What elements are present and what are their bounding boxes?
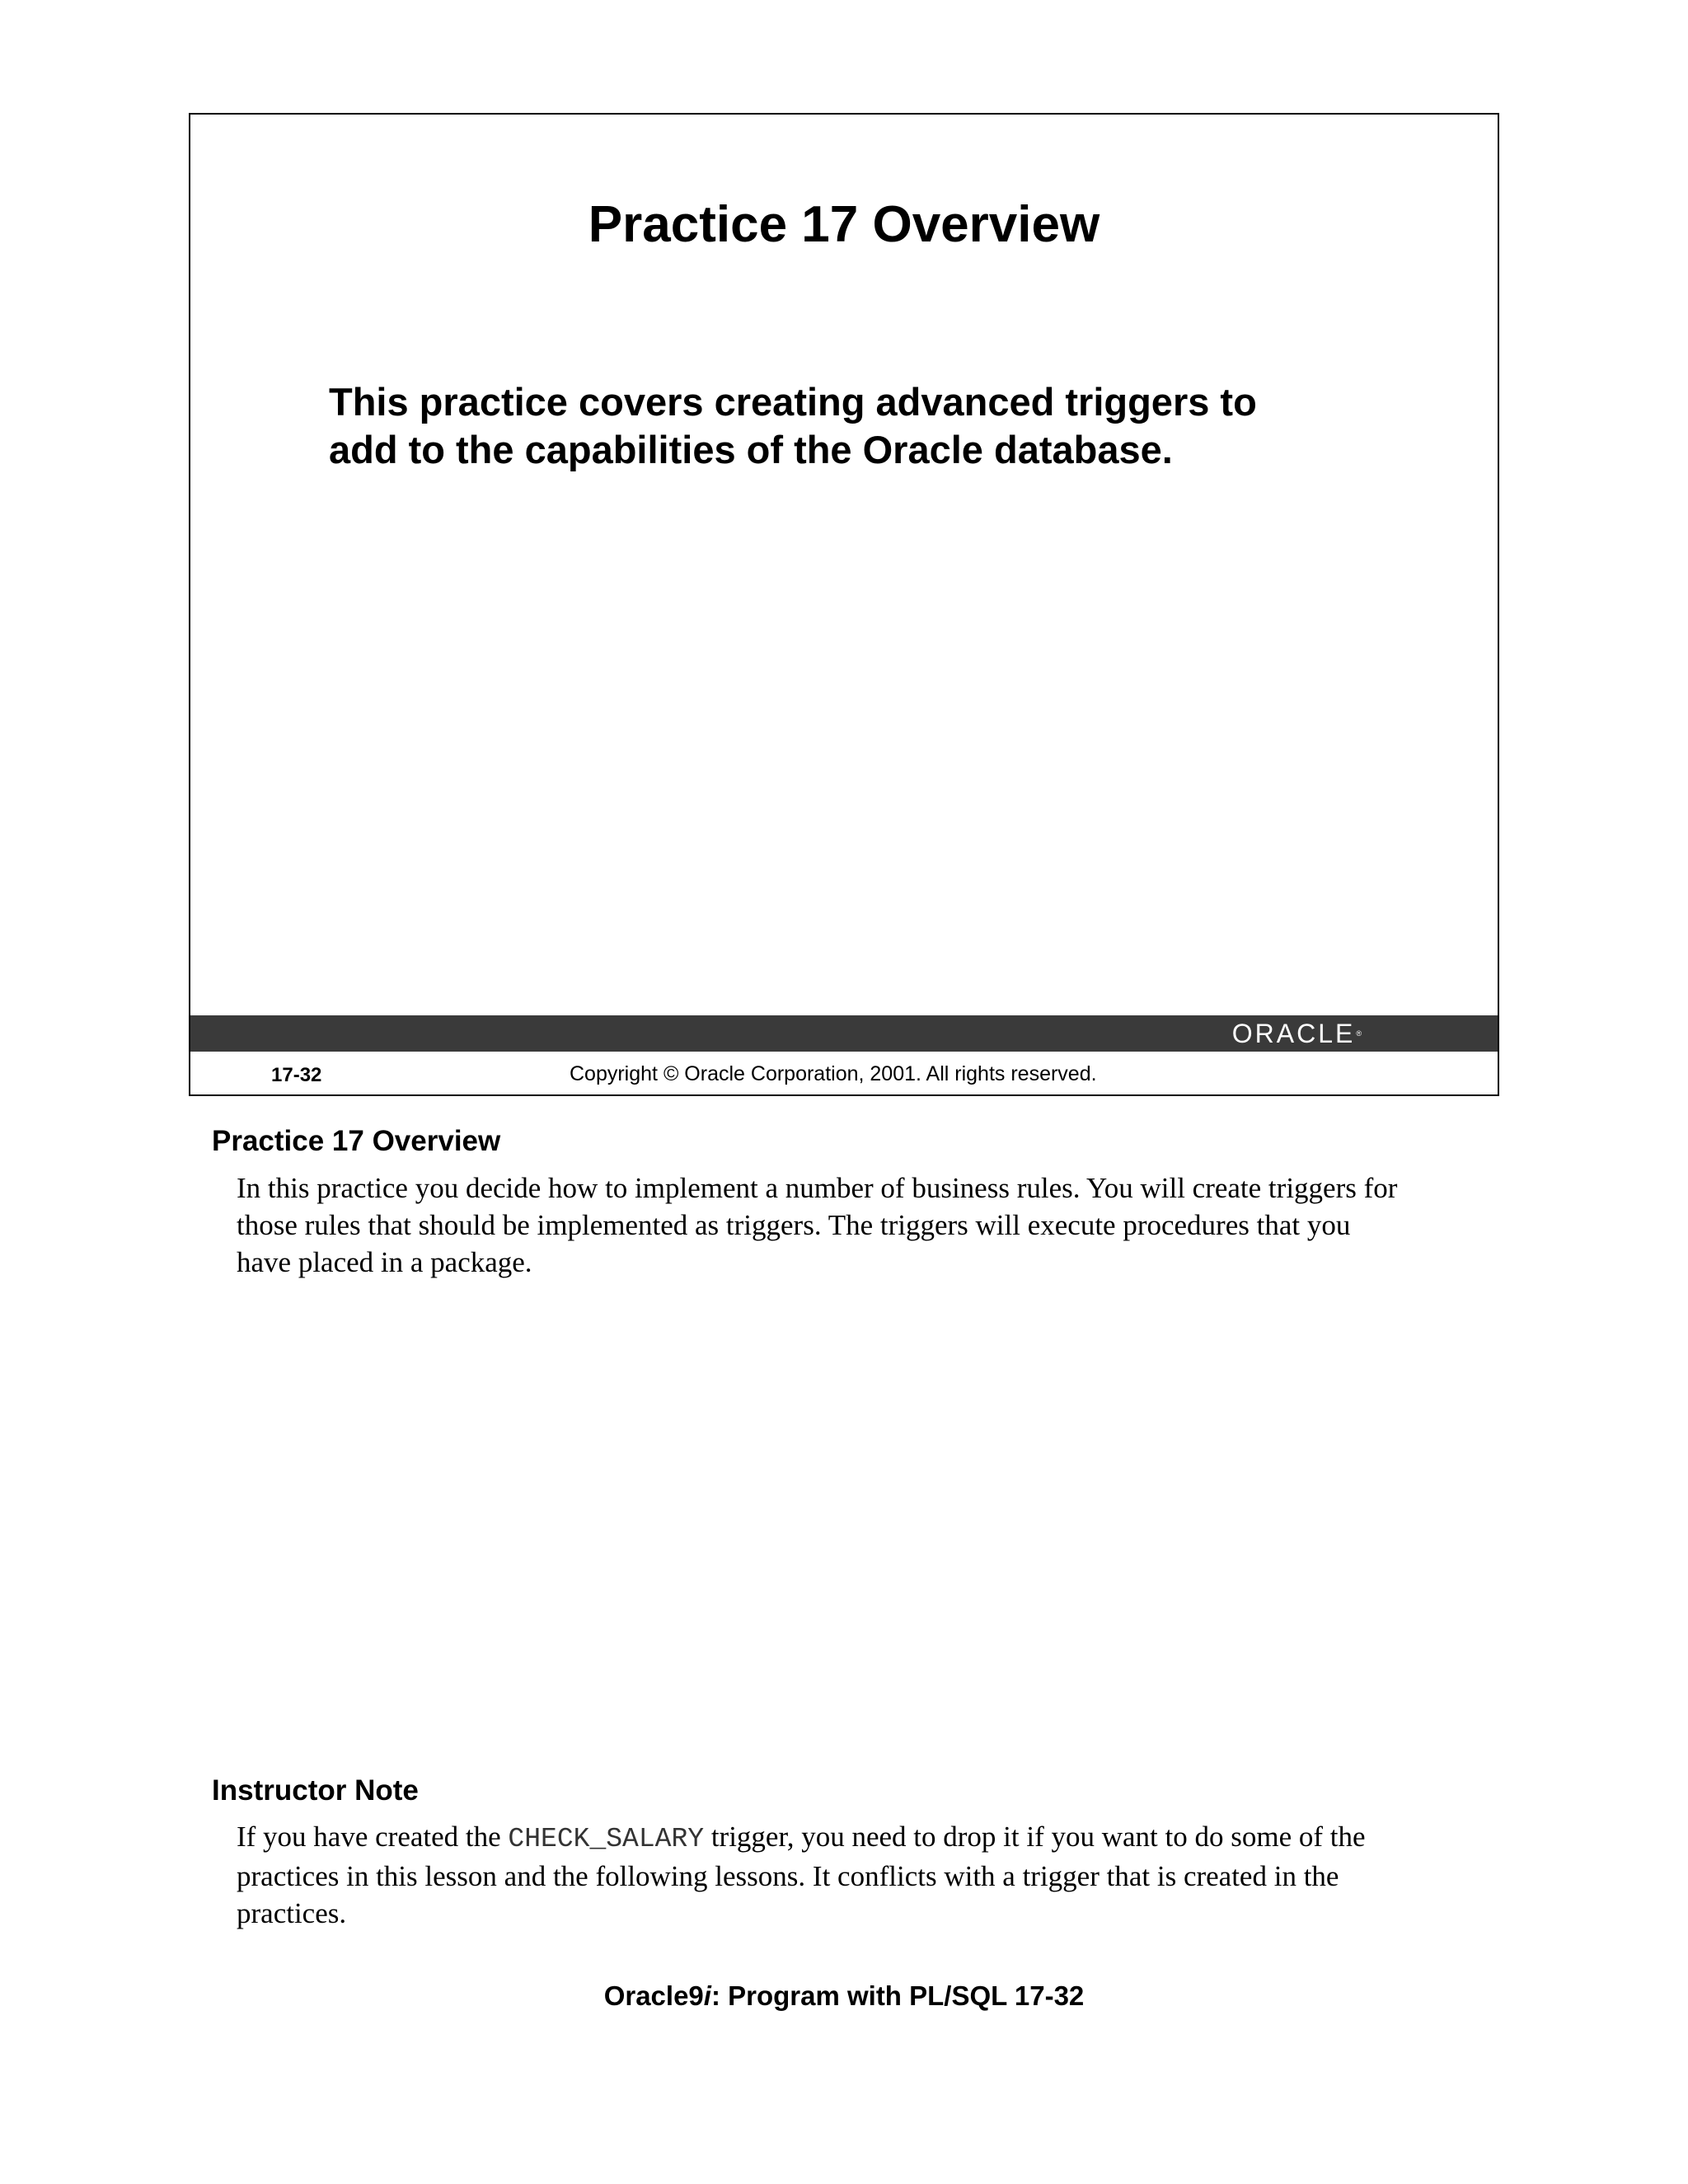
instructor-note-text: If you have created the	[237, 1821, 509, 1853]
instructor-note-line: practices.	[237, 1897, 347, 1929]
overview-line: have placed in a package.	[237, 1246, 532, 1278]
slide-title: Practice 17 Overview	[588, 196, 1100, 253]
slide-copyright: Copyright © Oracle Corporation, 2001. All rights reserved.	[570, 1062, 1097, 1085]
trigger-name-code: CHECK_SALARY	[508, 1824, 705, 1854]
overview-paragraph	[237, 1169, 1489, 1281]
footer-product: Oracle9	[603, 1980, 704, 2011]
slide-frame	[189, 113, 1499, 1096]
instructor-note-line: practices in this lesson and the following lessons. It conflicts with a trigger that is created in the	[237, 1860, 1339, 1892]
page-footer	[0, 1980, 1688, 2012]
instructor-note-paragraph	[237, 1818, 1489, 1932]
slide-footer-bar	[190, 1015, 1498, 1052]
overview-heading: Practice 17 Overview	[212, 1125, 501, 1157]
oracle-logo	[1232, 1021, 1362, 1046]
oracle-logo-text: ORACLE	[1231, 1019, 1356, 1048]
instructor-note-line	[237, 1818, 1489, 1858]
footer-course-page: : Program with PL/SQL 17-32	[710, 1980, 1085, 2011]
oracle-logo-mark: ®	[1356, 1029, 1362, 1038]
slide-body-text	[329, 378, 1400, 474]
overview-line: In this practice you decide how to implement a number of business rules. You will create triggers for	[237, 1172, 1398, 1204]
overview-line: those rules that should be implemented as triggers. The triggers will execute procedures that you	[237, 1209, 1351, 1241]
slide-body-line: add to the capabilities of the Oracle database.	[329, 428, 1173, 471]
slide-body-line: This practice covers creating advanced triggers to	[329, 380, 1257, 424]
instructor-note-text: trigger, you need to drop it if you want to do some of the	[704, 1821, 1366, 1853]
slide-page-number: 17-32	[271, 1064, 322, 1086]
footer-product-italic: i	[703, 1980, 711, 2011]
instructor-note-heading: Instructor Note	[212, 1774, 419, 1807]
